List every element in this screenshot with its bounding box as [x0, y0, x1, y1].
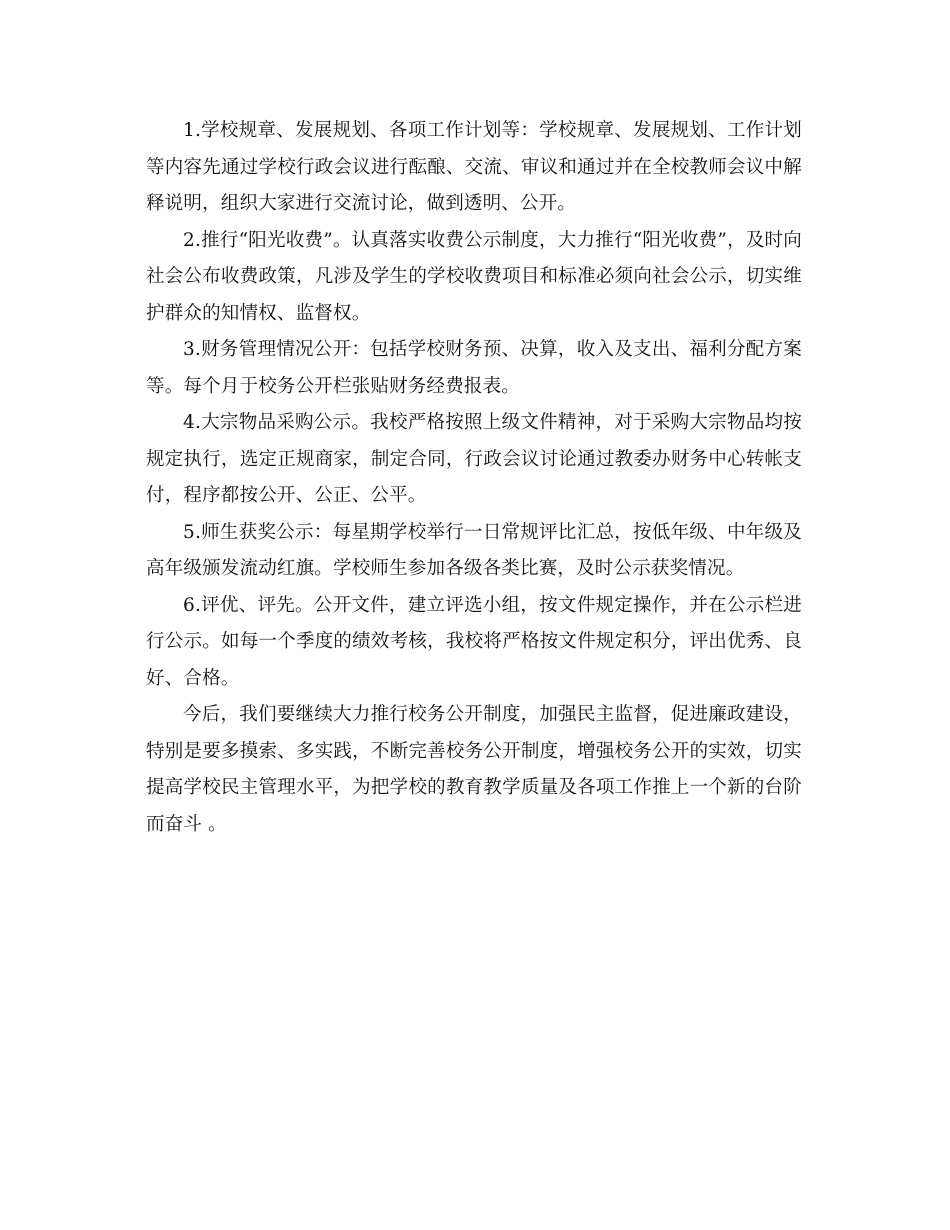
paragraph-sunshine-fees: 2.推行“阳光收费”。认真落实收费公示制度，大力推行“阳光收费”，及时向社会公布收费政策，凡涉及学生的学校收费项目和标准必须向社会公示，切实维护群众的知情权、监督权。 — [146, 229, 802, 324]
paragraph-finance-disclosure: 3.财务管理情况公开：包括学校财务预、决算，收入及支出、福利分配方案等。每个月于校务公开栏张贴财务经费报表。 — [146, 339, 802, 397]
paragraph-awards-disclosure: 5.师生获奖公示：每星期学校举行一日常规评比汇总，按低年级、中年级及高年级颁发流动红旗。学校师生参加各级各类比赛，及时公示获奖情况。 — [146, 521, 802, 579]
paragraph-school-rules: 1.学校规章、发展规划、各项工作计划等：学校规章、发展规划、工作计划等内容先通过学校行政会议进行酝酿、交流、审议和通过并在全校教师会议中解释说明，组织大家进行交流讨论，做到透明、公开。 — [146, 120, 802, 214]
paragraph-conclusion: 今后，我们要继续大力推行校务公开制度，加强民主监督，促进廉政建设，特别是要多摸索、多实践，不断完善校务公开制度，增强校务公开的实效，切实提高学校民主管理水平，为把学校的教育教学质量及各项工作推上一个新的台阶而奋斗 。 — [146, 704, 802, 835]
paragraph-bulk-procurement: 4.大宗物品采购公示。我校严格按照上级文件精神，对于采购大宗物品均按规定执行，选定正规商家，制定合同，行政会议讨论通过教委办财务中心转帐支付，程序都按公开、公正、公平。 — [146, 412, 802, 506]
document-body — [146, 113, 802, 843]
paragraph-evaluation: 6.评优、评先。公开文件，建立评选小组，按文件规定操作，并在公示栏进行公示。如每一个季度的绩效考核，我校将严格按文件规定积分，评出优秀、良好、合格。 — [146, 594, 802, 689]
